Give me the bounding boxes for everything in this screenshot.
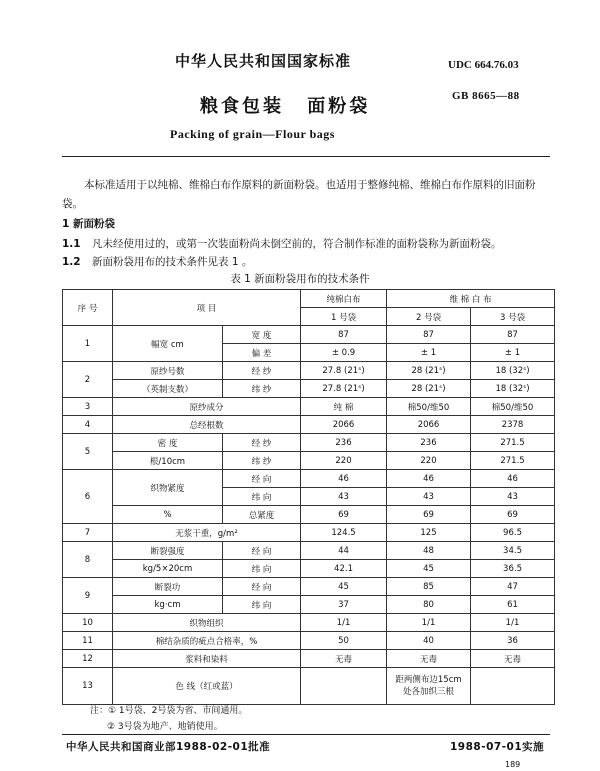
clause-number: 1.2 xyxy=(62,256,81,268)
title-chinese: 粮食包装 面粉袋 xyxy=(200,96,371,117)
row-sub-label: 经 向 xyxy=(223,542,301,560)
table-row xyxy=(63,614,555,632)
table-row xyxy=(63,434,555,452)
cell-value: 236 xyxy=(387,434,471,452)
table-row xyxy=(63,578,555,596)
cell-value: 18 (32ˢ) xyxy=(471,380,555,398)
cell-value: 无毒 xyxy=(387,650,471,668)
row-number: 7 xyxy=(63,524,113,542)
table-row xyxy=(63,398,555,416)
cell-value: 28 (21ˢ) xyxy=(387,380,471,398)
cell-value: ± 1 xyxy=(387,344,471,362)
row-number: 8 xyxy=(63,542,113,578)
row-label: 色 线（红或蓝） xyxy=(113,668,301,705)
cell-value: 43 xyxy=(471,488,555,506)
clause-text: 新面粉袋用布的技术条件见表 1 。 xyxy=(92,256,253,268)
row-number: 10 xyxy=(63,614,113,632)
row-sub-label: 经 向 xyxy=(223,578,301,596)
issuing-org: 中华人民共和国国家标准 xyxy=(175,52,352,70)
spec-table xyxy=(62,289,555,705)
cell-value: 45 xyxy=(301,578,387,596)
table-caption: 表 1 新面粉袋用布的技术条件 xyxy=(230,273,370,285)
row-number: 2 xyxy=(63,362,113,398)
row-number: 4 xyxy=(63,416,113,434)
cell-value: 1/1 xyxy=(387,614,471,632)
cell-value: 96.5 xyxy=(471,524,555,542)
table-header-row xyxy=(63,290,555,308)
table-row xyxy=(63,416,555,434)
cell-value: 1/1 xyxy=(471,614,555,632)
header-vinyl-cotton: 维 棉 白 布 xyxy=(387,290,555,308)
cell-value: 34.5 xyxy=(471,542,555,560)
cell-value: 69 xyxy=(387,506,471,524)
row-number: 5 xyxy=(63,434,113,470)
cell-value: 18 (32ˢ) xyxy=(471,362,555,380)
table-row xyxy=(63,650,555,668)
table-row xyxy=(63,470,555,488)
cell-value: 1/1 xyxy=(301,614,387,632)
cell-value: 47 xyxy=(471,578,555,596)
table-row xyxy=(63,524,555,542)
cell-value: 80 xyxy=(387,596,471,614)
cell-value: 棉50/维50 xyxy=(387,398,471,416)
table-row xyxy=(63,542,555,560)
row-label: 棉结杂质的疵点合格率，% xyxy=(113,632,301,650)
cell-value: 124.5 xyxy=(301,524,387,542)
row-sub-label: 纬 纱 xyxy=(223,380,301,398)
cell-value: 纯 棉 xyxy=(301,398,387,416)
row-label: % xyxy=(113,506,223,524)
row-sub-label: 纬 向 xyxy=(223,560,301,578)
table-note-2: ② 3号袋为地产、地销使用。 xyxy=(107,722,223,732)
cell-value: 46 xyxy=(471,470,555,488)
cell-value: 87 xyxy=(387,326,471,344)
cell-value: 36.5 xyxy=(471,560,555,578)
header-bag-2: 2 号袋 xyxy=(387,308,471,326)
cell-value: 271.5 xyxy=(471,452,555,470)
row-label: 根/10cm xyxy=(113,452,223,470)
table-row xyxy=(63,668,555,705)
row-label: 密 度 xyxy=(113,434,223,452)
row-label: 织物组织 xyxy=(113,614,301,632)
row-label: 织物紧度 xyxy=(113,470,223,506)
row-sub-label: 经 纱 xyxy=(223,362,301,380)
row-label: 无浆干重，g/m² xyxy=(113,524,301,542)
cell-value: 50 xyxy=(301,632,387,650)
header-seq: 序 号 xyxy=(63,290,113,326)
table-row xyxy=(63,596,555,614)
row-sub-label: 总紧度 xyxy=(223,506,301,524)
cell-value: 69 xyxy=(301,506,387,524)
cell-value: 271.5 xyxy=(471,434,555,452)
cell-value: 46 xyxy=(387,470,471,488)
gb-code: GB 8665—88 xyxy=(452,90,520,102)
table-row xyxy=(63,380,555,398)
row-sub-label: 经 向 xyxy=(223,470,301,488)
cell-value: 2066 xyxy=(387,416,471,434)
udc-code: UDC 664.76.03 xyxy=(448,59,519,71)
cell-empty xyxy=(471,668,555,705)
row-label: 断裂功 xyxy=(113,578,223,596)
cell-value: 42.1 xyxy=(301,560,387,578)
cell-value: 28 (21ˢ) xyxy=(387,362,471,380)
cell-value: 36 xyxy=(471,632,555,650)
row-number: 12 xyxy=(63,650,113,668)
header-rule xyxy=(62,156,550,157)
clause-number: 1.1 xyxy=(62,238,81,250)
clause-1-1 xyxy=(62,236,502,251)
row-label: 浆料和染料 xyxy=(113,650,301,668)
cell-value: ± 0.9 xyxy=(301,344,387,362)
row-label: 幅宽 cm xyxy=(113,326,223,362)
implementation-date: 1988-07-01实施 xyxy=(450,741,545,753)
table-row xyxy=(63,560,555,578)
row-number: 6 xyxy=(63,470,113,524)
cell-value: 2378 xyxy=(471,416,555,434)
footer-rule xyxy=(62,734,550,735)
cell-empty xyxy=(301,668,387,705)
cell-value: 2066 xyxy=(301,416,387,434)
row-label: 断裂强度 xyxy=(113,542,223,560)
cell-value: ± 1 xyxy=(471,344,555,362)
cell-value xyxy=(387,668,471,705)
cell-value: 69 xyxy=(471,506,555,524)
row-number: 1 xyxy=(63,326,113,362)
cell-line: 距两侧布边15cm xyxy=(395,675,462,685)
cell-value: 45 xyxy=(387,560,471,578)
row-sub-label: 经 纱 xyxy=(223,434,301,452)
row-sub-label: 纬 向 xyxy=(223,596,301,614)
header-item: 项 目 xyxy=(113,290,301,326)
row-label: kg/5×20cm xyxy=(113,560,223,578)
cell-value: 40 xyxy=(387,632,471,650)
cell-value: 87 xyxy=(301,326,387,344)
table-row xyxy=(63,632,555,650)
approval-line: 中华人民共和国商业部1988-02-01批准 xyxy=(66,741,271,753)
clause-text: 凡未经使用过的，或第一次装面粉尚未倒空前的，符合制作标准的面粉袋称为新面粉袋。 xyxy=(92,238,502,250)
row-label: kg·cm xyxy=(113,596,223,614)
title-english: Packing of grain—Flour bags xyxy=(170,127,335,141)
clause-1-2 xyxy=(62,254,252,269)
cell-line: 处各加织三根 xyxy=(403,687,455,697)
table-row xyxy=(63,362,555,380)
cell-value: 48 xyxy=(387,542,471,560)
cell-value: 236 xyxy=(301,434,387,452)
row-label: 原纱号数 xyxy=(113,362,223,380)
table-note-1: 注：① 1号袋、2号袋为省、市间通用。 xyxy=(90,706,248,716)
row-label: 原纱成分 xyxy=(113,398,301,416)
cell-value: 87 xyxy=(471,326,555,344)
cell-value: 46 xyxy=(301,470,387,488)
cell-value: 85 xyxy=(387,578,471,596)
row-number: 11 xyxy=(63,632,113,650)
cell-value: 43 xyxy=(387,488,471,506)
cell-value: 220 xyxy=(301,452,387,470)
table-row xyxy=(63,452,555,470)
row-number: 13 xyxy=(63,668,113,705)
cell-value: 棉50/维50 xyxy=(471,398,555,416)
cell-value: 220 xyxy=(387,452,471,470)
cell-value: 43 xyxy=(301,488,387,506)
row-label: （英制支数） xyxy=(113,380,223,398)
cell-value: 61 xyxy=(471,596,555,614)
cell-value: 125 xyxy=(387,524,471,542)
header-pure-cotton: 纯棉白布 xyxy=(301,290,387,308)
cell-value: 无毒 xyxy=(301,650,387,668)
table-row xyxy=(63,326,555,344)
row-number: 3 xyxy=(63,398,113,416)
cell-value: 27.8 (21ˢ) xyxy=(301,380,387,398)
row-label: 总经根数 xyxy=(113,416,301,434)
cell-value: 27.8 (21ˢ) xyxy=(301,362,387,380)
cell-value: 37 xyxy=(301,596,387,614)
table-row xyxy=(63,506,555,524)
header-bag-1: 1 号袋 xyxy=(301,308,387,326)
scope-paragraph: 本标准适用于以纯棉、维棉白布作原料的新面粉袋。也适用于整修纯棉、维棉白布作原料的旧面粉袋。 xyxy=(62,179,536,210)
cell-value: 44 xyxy=(301,542,387,560)
row-sub-label: 纬 纱 xyxy=(223,452,301,470)
page-number: 189 xyxy=(505,760,521,769)
row-sub-label: 纬 向 xyxy=(223,488,301,506)
section-1-heading: 1 新面粉袋 xyxy=(62,218,115,230)
cell-value: 无毒 xyxy=(471,650,555,668)
header-bag-3: 3 号袋 xyxy=(471,308,555,326)
row-sub-label: 偏 差 xyxy=(223,344,301,362)
row-sub-label: 宽 度 xyxy=(223,326,301,344)
row-number: 9 xyxy=(63,578,113,614)
